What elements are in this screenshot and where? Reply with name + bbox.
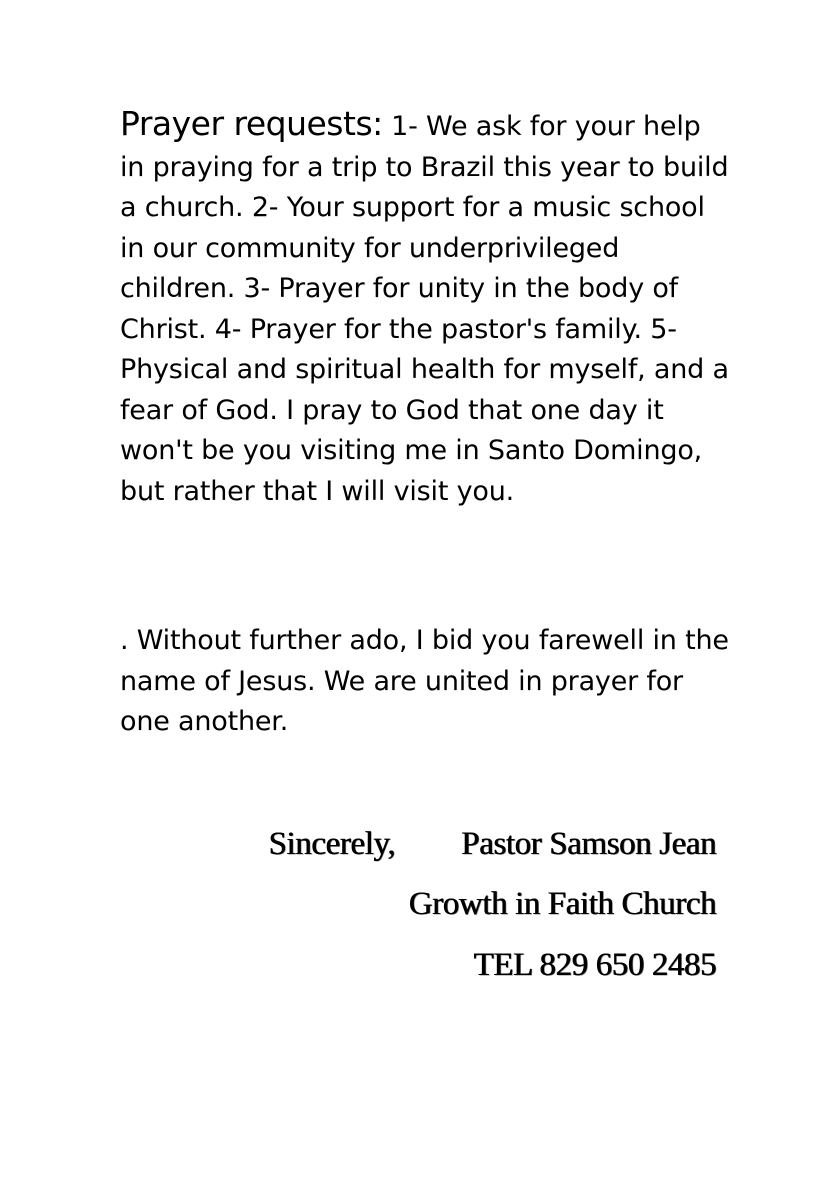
signature-line	[268, 824, 716, 864]
prayer-requests-body: 1- We ask for your help in praying for a trip to Brazil this year to build a church. 2- Your support for a music school in our community for underprivileged children. 3- Prayer for unity in the body of Christ. 4- Prayer for the pastor's family. 5- Physical and spiritual health for myself, and a fear of God. I pray to God that one day it won't be you visiting me in Santo Domingo, but rather that I will visit you.	[120, 111, 729, 507]
phone-number: TEL 829 650 2485	[473, 947, 716, 983]
farewell-paragraph: . Without further ado, I bid you farewell in the name of Jesus. We are united in prayer for one another.	[120, 625, 729, 737]
prayer-requests-heading: Prayer requests:	[120, 104, 383, 143]
prayer-requests-paragraph	[120, 104, 730, 512]
pastor-name: Pastor Samson Jean	[461, 826, 716, 862]
church-name: Growth in Faith Church	[408, 886, 716, 922]
closing-text: Sincerely,	[268, 826, 396, 862]
